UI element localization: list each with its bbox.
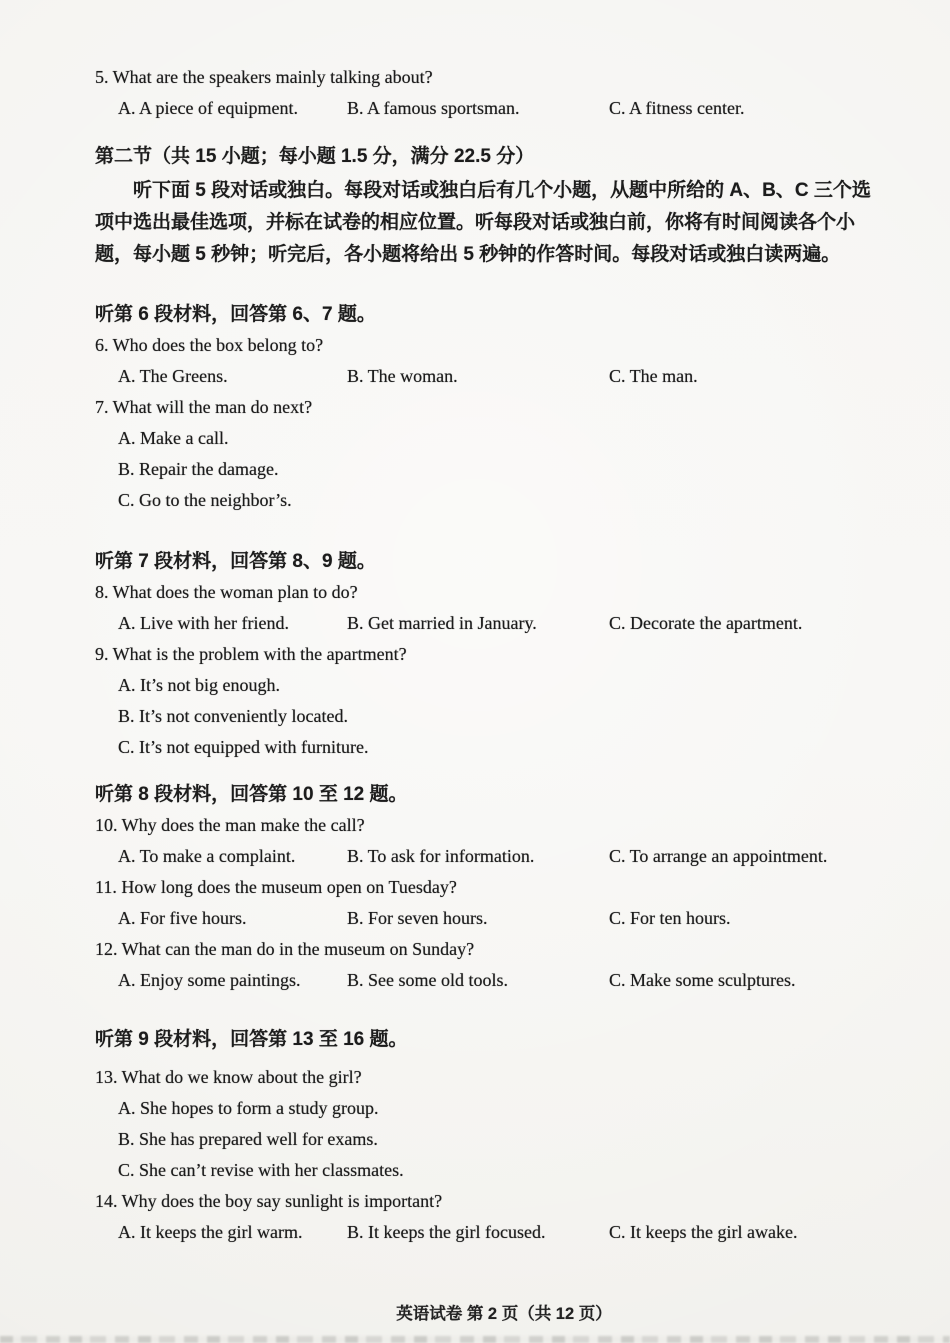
q7-option-c: C. Go to the neighbor’s. [118,490,292,510]
q13-option-c: C. She can’t revise with her classmates. [118,1160,404,1180]
q5-option-a: A. A piece of equipment. [118,98,298,118]
question-5-text: 5. What are the speakers mainly talking about? [95,67,433,87]
question-11-text: 11. How long does the museum open on Tuesday? [95,877,457,897]
q7-option-a: A. Make a call. [118,428,229,448]
q11-option-b: B. For seven hours. [347,908,488,928]
q10-option-c: C. To arrange an appointment. [609,846,828,866]
question-11-options [95,903,920,934]
instruction-line-3: 题，每小题 5 秒钟；听完后，各小题将给出 5 秒钟的作答时间。每段对话或独白读两遍。 [95,244,841,265]
question-6-options [95,361,920,392]
material-6-header: 听第 6 段材料，回答第 6、7 题。 [95,304,376,325]
question-5-options [95,93,920,124]
q8-option-a: A. Live with her friend. [118,613,289,633]
question-13-text: 13. What do we know about the girl? [95,1067,362,1087]
material-8-header: 听第 8 段材料，回答第 10 至 12 题。 [95,784,408,805]
q12-option-a: A. Enjoy some paintings. [118,970,301,990]
q6-option-a: A. The Greens. [118,366,228,386]
material-7-header: 听第 7 段材料，回答第 8、9 题。 [95,551,376,572]
q10-option-a: A. To make a complaint. [118,846,296,866]
question-9-text: 9. What is the problem with the apartment? [95,644,407,664]
instruction-line-2: 项中选出最佳选项，并标在试卷的相应位置。听每段对话或独白前，你将有时间阅读各个小 [95,212,856,233]
q6-option-c: C. The man. [609,366,698,386]
q9-option-b: B. It’s not conveniently located. [118,706,348,726]
q11-option-c: C. For ten hours. [609,908,731,928]
q10-option-b: B. To ask for information. [347,846,535,866]
question-8-options [95,608,920,639]
instruction-line-1: 听下面 5 段对话或独白。每段对话或独白后有几个小题，从题中所给的 A、B、C 三个选 [133,180,871,201]
q9-option-a: A. It’s not big enough. [118,675,280,695]
question-12-text: 12. What can the man do in the museum on Sunday? [95,939,475,959]
q14-option-c: C. It keeps the girl awake. [609,1222,798,1242]
q13-option-b: B. She has prepared well for exams. [118,1129,378,1149]
q8-option-c: C. Decorate the apartment. [609,613,803,633]
q14-option-b: B. It keeps the girl focused. [347,1222,546,1242]
q8-option-b: B. Get married in January. [347,613,537,633]
question-8-text: 8. What does the woman plan to do? [95,582,358,602]
question-7-text: 7. What will the man do next? [95,397,313,417]
q13-option-a: A. She hopes to form a study group. [118,1098,379,1118]
q5-option-b: B. A famous sportsman. [347,98,520,118]
q14-option-a: A. It keeps the girl warm. [118,1222,303,1242]
question-14-text: 14. Why does the boy say sunlight is important? [95,1191,443,1211]
question-14-options [95,1217,920,1248]
section-2-heading: 第二节（共 15 小题；每小题 1.5 分，满分 22.5 分） [95,146,535,167]
page-footer: 英语试卷 第 2 页（共 12 页） [396,1305,612,1323]
material-9-header: 听第 9 段材料，回答第 13 至 16 题。 [95,1029,408,1050]
q9-option-c: C. It’s not equipped with furniture. [118,737,369,757]
q11-option-a: A. For five hours. [118,908,247,928]
q12-option-c: C. Make some sculptures. [609,970,796,990]
q5-option-c: C. A fitness center. [609,98,745,118]
q7-option-b: B. Repair the damage. [118,459,279,479]
section-2-instructions [95,175,920,271]
scan-edge-artifact [0,1336,950,1343]
question-12-options [95,965,920,996]
q6-option-b: B. The woman. [347,366,458,386]
question-10-options [95,841,920,872]
question-10-text: 10. Why does the man make the call? [95,815,365,835]
q12-option-b: B. See some old tools. [347,970,508,990]
question-6-text: 6. Who does the box belong to? [95,335,324,355]
